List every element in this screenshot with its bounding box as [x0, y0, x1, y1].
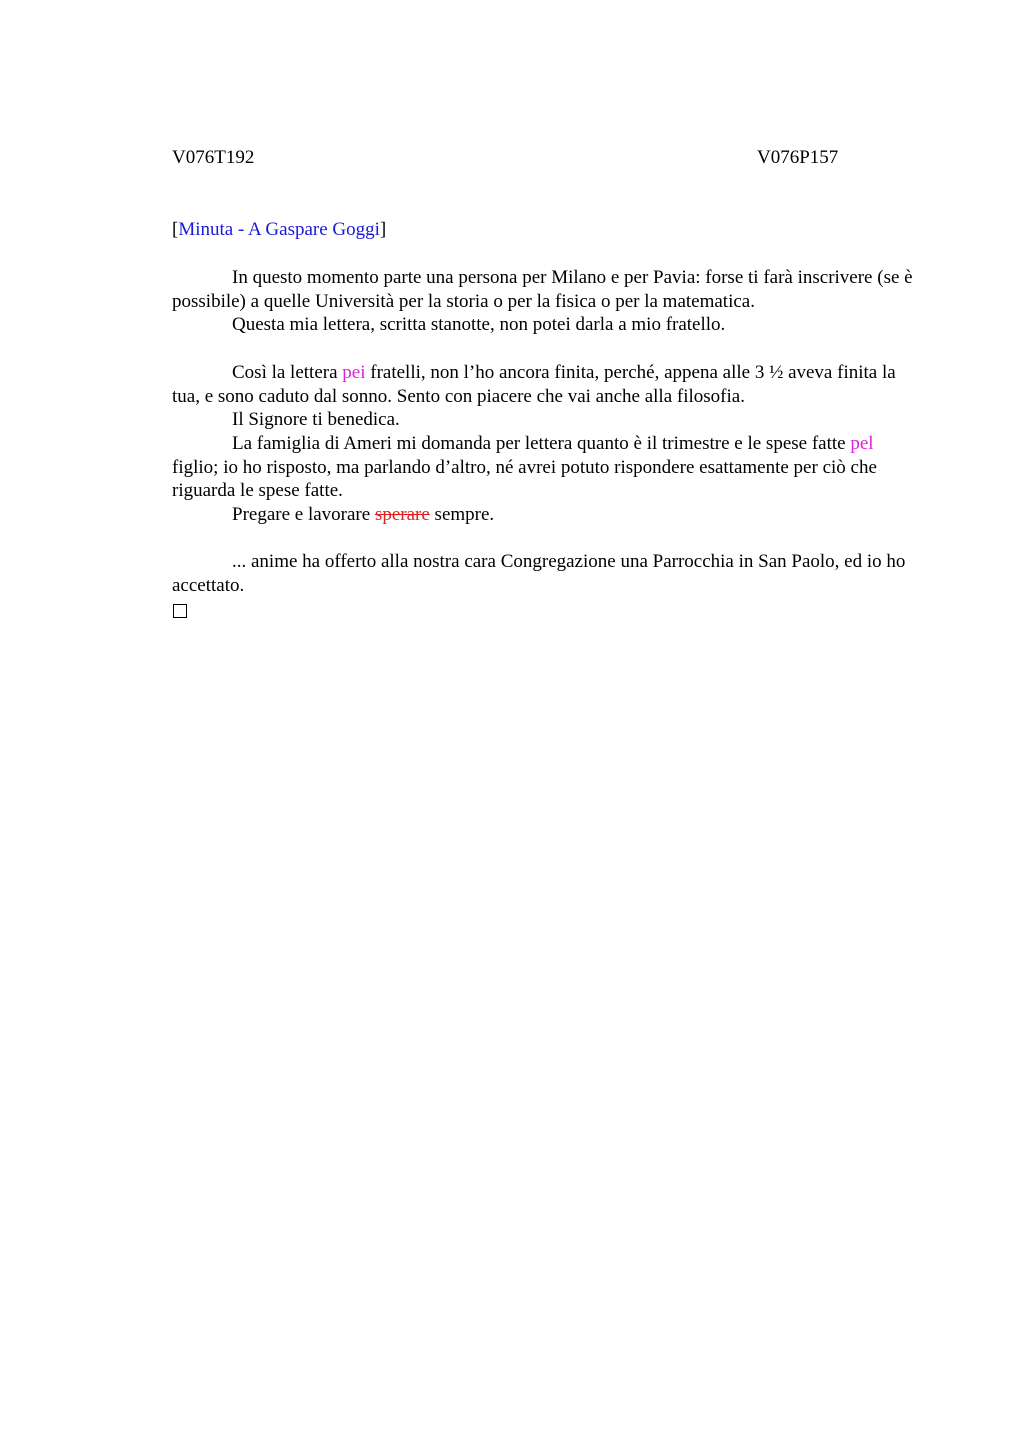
square-outline-icon	[173, 604, 187, 618]
header-row	[172, 146, 922, 170]
paragraph-5-after: figlio; io ho risposto, ma parlando d’altro, né avrei potuto rispondere esattamente per ciò che riguarda le spese fatte.	[172, 456, 877, 502]
paragraph-5	[172, 432, 922, 503]
title-close-bracket: ]	[379, 219, 387, 240]
highlighted-word: pel	[850, 432, 874, 454]
paragraph-3	[172, 361, 922, 408]
title-open-bracket: [	[172, 219, 179, 240]
paragraph-6-after: sempre.	[429, 504, 495, 526]
document-title	[172, 218, 922, 242]
paragraph-7: ... anime ha offerto alla nostra cara Congregazione una Parrocchia in San Paolo, ed io ho accettato.	[172, 551, 906, 597]
paragraph-6	[172, 503, 922, 527]
volume-text-code: V076T192	[172, 147, 255, 168]
volume-page-code: V076P157	[757, 147, 839, 168]
paragraph-gap	[172, 527, 922, 551]
paragraph-3-before: Così la lettera	[232, 361, 343, 383]
paragraph-1: In questo momento parte una persona per Milano e per Pavia: forse ti farà inscrivere (se è possibile) a quelle Università per la storia o per la fisica o per la matematica.	[172, 267, 913, 312]
paragraph-gap	[172, 337, 922, 361]
paragraph-5-before: La famiglia di Ameri mi domanda per lettera quanto è il trimestre e le spese fatte	[232, 432, 851, 454]
paragraph-6-before: Pregare e lavorare	[232, 504, 375, 526]
letter-body	[172, 266, 922, 618]
title-text: Minuta - A Gaspare Goggi	[178, 219, 380, 240]
paragraph-4: Il Signore ti benedica.	[232, 409, 400, 431]
struck-word: sperare	[374, 504, 430, 526]
highlighted-word: pei	[342, 361, 366, 383]
paragraph-2: Questa mia lettera, scritta stanotte, non potei darla a mio fratello.	[232, 314, 726, 336]
paragraph-3-after: fratelli, non l’ho ancora finita, perché, appena alle 3 ½ aveva finita la tua, e sono caduto dal sonno. Sento con piacere che vai anche alla filosofia.	[172, 361, 896, 407]
document-page	[172, 146, 922, 618]
